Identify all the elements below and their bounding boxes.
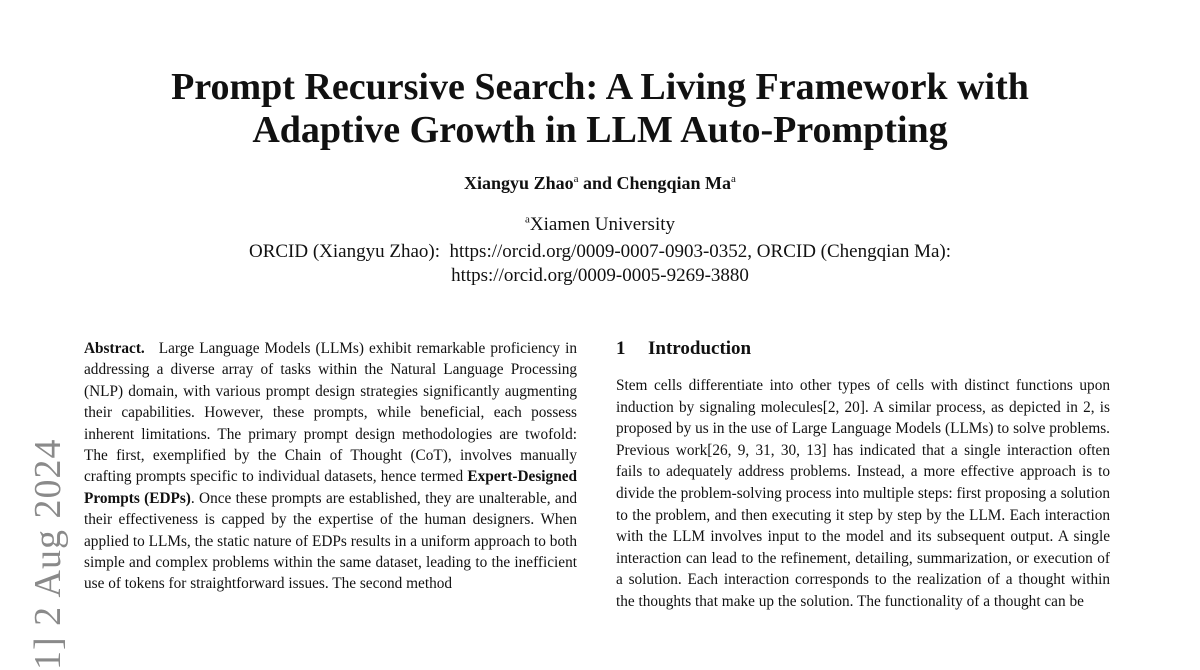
abstract-section <box>84 338 577 595</box>
paper-title-line-2: Adaptive Growth in LLM Auto-Prompting <box>60 109 1140 152</box>
orcid-block <box>150 240 1050 288</box>
affiliation-marker: a <box>525 214 530 226</box>
paper-title-line-1: Prompt Recursive Search: A Living Framework with <box>60 66 1140 109</box>
abstract-label: Abstract. <box>84 340 145 357</box>
orcid-line-2: https://orcid.org/0009-0005-9269-3880 <box>150 264 1050 288</box>
section-heading <box>616 338 1110 360</box>
affiliation <box>0 214 1200 236</box>
author-name: Chengqian Ma <box>617 173 732 193</box>
author-conjunction: and <box>578 173 616 193</box>
author-affiliation-marker: a <box>574 173 579 185</box>
introduction-paragraph: Stem cells differentiate into other types of cells with distinct functions upon induction by signaling molecules[2, 20]. A similar process, as depicted in 2, is proposed by us in the use of Large Language Models (LLMs) to solve problems. Previous work[26, 9, 31, 30, 13] has indicated that a single interaction often fails to adequately address problems. Instead, a more effective approach is to divide the problem-solving process into multiple steps: first proposing a solution to the problem, and then executing it step by step by the LLM. Each interaction with the LLM involves input to the model and its subsequent output. A single interaction can lead to the refinement, detailing, summarization, or execution of a solution. Each interaction corresponds to the realization of a thought within the thoughts that make up the solution. The functionality of a thought can be <box>616 375 1110 613</box>
abstract-text: Large Language Models (LLMs) exhibit remarkable proficiency in addressing a diverse array of tasks within the Natural Language Processing (NLP) domain, with various prompt design strategies significantly augmenting their capabilities. However, these prompts, while beneficial, each possess inherent limitations. The primary prompt design methodologies are twofold: The first, exemplified by the Chain of Thought (CoT), involves manually crafting prompts specific to individual datasets, hence termed <box>84 340 577 485</box>
affiliation-name: Xiamen University <box>530 214 675 235</box>
abstract-bold-term: Expert-Designed Prompts (EDPs) <box>84 468 577 506</box>
abstract-text: . Once these prompts are established, they are unalterable, and their effectiveness is capped by the expertise of the human designers. When applied to LLMs, the static nature of EDPs results in a uniform approach to both simple and complex problems within the same dataset, leading to the inefficient use of tokens for straightforward issues. The second method <box>84 490 577 593</box>
author-affiliation-marker: a <box>731 173 736 185</box>
orcid-line-1: ORCID (Xiangyu Zhao): https://orcid.org/0009-0007-0903-0352, ORCID (Chengqian Ma): <box>150 240 1050 264</box>
section-title: Introduction <box>648 338 751 359</box>
author-list <box>0 172 1200 194</box>
arxiv-watermark: 1] 2 Aug 2024 <box>28 439 68 670</box>
section-number: 1 <box>616 338 648 360</box>
introduction-section <box>616 338 1110 613</box>
paper-title <box>60 66 1140 152</box>
author-name: Xiangyu Zhao <box>464 173 574 193</box>
